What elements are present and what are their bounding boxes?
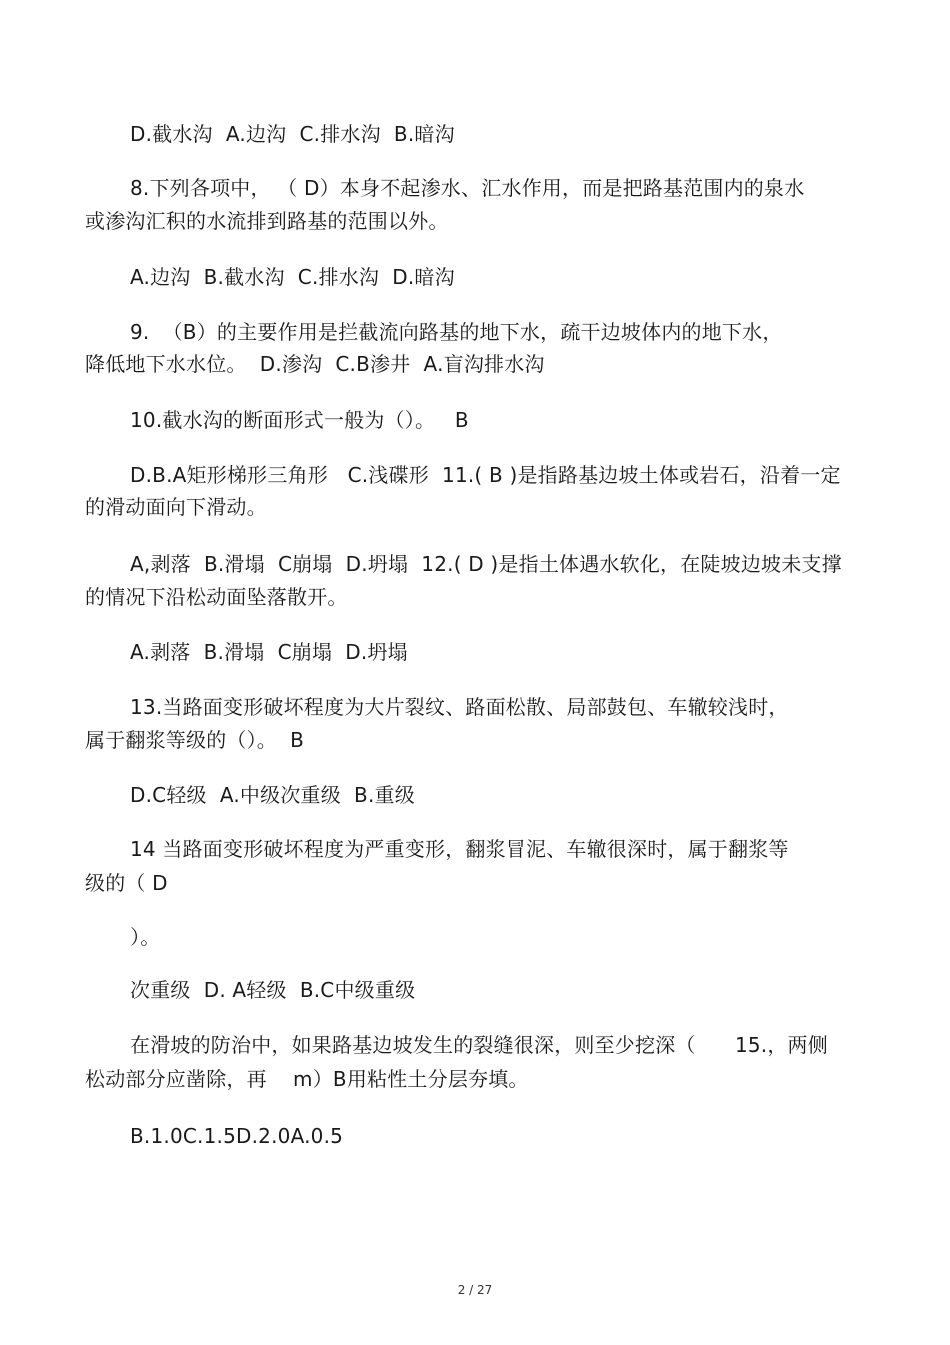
question-13-line-1: 13.当路面变形破坏程度为大片裂纹、路面松散、局部鼓包、车辙较浅时，	[130, 695, 789, 719]
option-line-q8: A.边沟 B.截水沟 C.排水沟 D.暗沟	[130, 265, 455, 289]
page-number: 2 / 27	[457, 1283, 493, 1297]
question-13-line-2: 属于翻浆等级的（）。 B	[85, 728, 305, 752]
question-12-line-2: 的情况下沿松动面坠落散开。	[85, 585, 348, 609]
question-9-line-2: 降低地下水水位。 D.渗沟 C.B渗井 A.盲沟排水沟	[85, 352, 545, 376]
question-14-line-3: ）。	[130, 925, 161, 949]
option-line-q12: A.剥落 B.滑塌 C崩塌 D.坍塌	[130, 640, 408, 664]
question-11-line-2: 的滑动面向下滑动。	[85, 495, 267, 519]
question-15-line-2: 松动部分应凿除，再 m）B用粘性土分层夯填。	[85, 1067, 529, 1091]
question-11-line-1: D.B.A矩形梯形三角形 C.浅碟形 11.( B )是指路基边坡土体或岩石，沿着一定	[130, 463, 841, 487]
question-12-line-1: A,剥落 B.滑塌 C崩塌 D.坍塌 12.( D )是指土体遇水软化，在陡坡边坡未支撑	[130, 552, 842, 576]
option-line-q14: 次重级 D. A轻级 B.C中级重级	[130, 978, 416, 1002]
question-8-line-2: 或渗沟汇积的水流排到路基的范围以外。	[85, 209, 449, 233]
question-10-line: 10.截水沟的断面形式一般为（）。 B	[130, 408, 469, 432]
question-8-line-1: 8.下列各项中， （ D）本身不起渗水、汇水作用，而是把路基范围内的泉水	[130, 176, 805, 200]
question-14-line-1: 14 当路面变形破坏程度为严重变形，翻浆冒泥、车辙很深时，属于翻浆等	[130, 837, 789, 861]
question-9-line-1: 9. （B）的主要作用是拦截流向路基的地下水，疏干边坡体内的地下水，	[130, 320, 783, 344]
option-line-q15: B.1.0C.1.5D.2.0A.0.5	[130, 1124, 344, 1148]
question-14-line-2: 级的（ D	[85, 871, 168, 895]
option-line-q7: D.截水沟 A.边沟 C.排水沟 B.暗沟	[130, 122, 455, 146]
question-15-line-1: 在滑坡的防治中，如果路基边坡发生的裂缝很深，则至少挖深（ 15.，两侧	[130, 1033, 828, 1057]
option-line-q13: D.C轻级 A.中级次重级 B.重级	[130, 783, 415, 807]
